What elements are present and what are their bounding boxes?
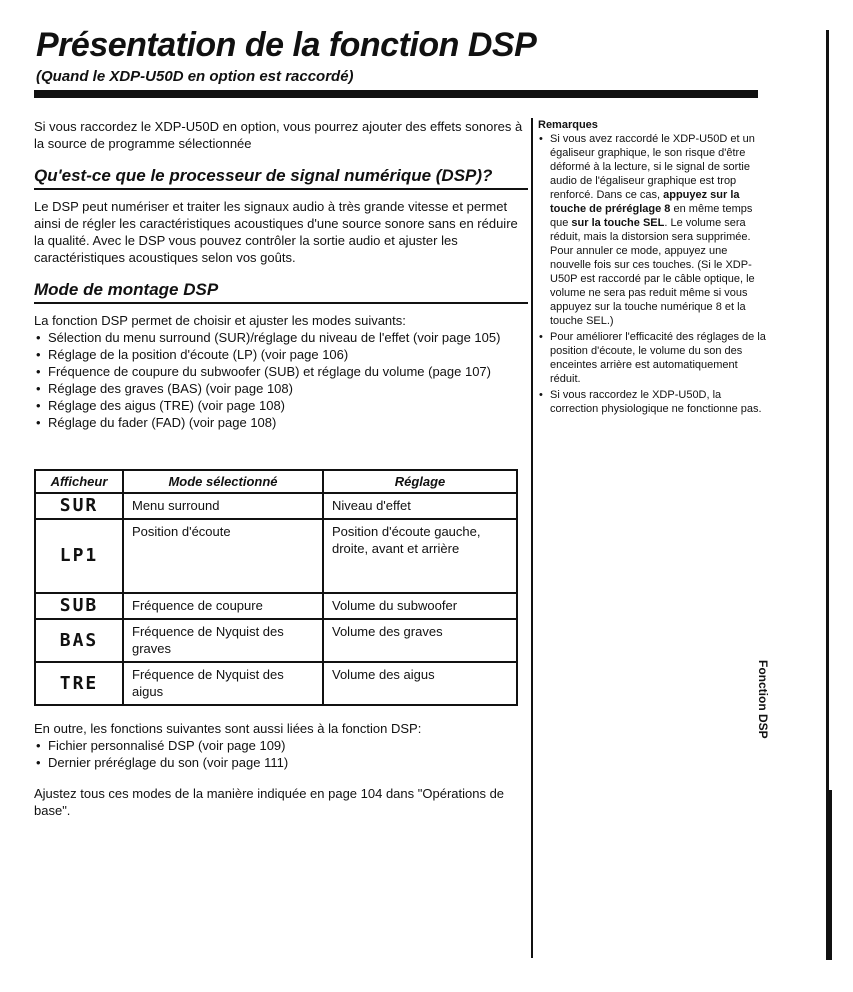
column-header-setting: Réglage [323, 470, 517, 493]
note-text: Si vous avez raccordé le XDP-U50D et un égaliseur graphique, le son risque d'être déformé à la lecture, si le signal de sortie audio de l'égaliseur graphique est trop renforcé. Dans ce cas, [550, 133, 755, 201]
title-divider [34, 90, 758, 98]
display-code: LP1 [35, 519, 123, 593]
mode-cell: Fréquence de Nyquist des graves [123, 619, 323, 662]
setting-cell: Volume des aigus [323, 662, 517, 705]
side-tab-label: Fonction DSP [756, 660, 770, 739]
note-item: • Pour améliorer l'efficacité des réglages de la position d'écoute, le volume du son des enceintes arrière est automatiquement réduit. [538, 330, 770, 386]
note-text: en même temps que [550, 203, 753, 229]
related-functions-list [34, 737, 528, 771]
section-heading-modes: Mode de montage DSP [34, 280, 528, 304]
section-side-tab [752, 660, 772, 770]
table-header-row [35, 470, 517, 493]
column-header-display: Afficheur [35, 470, 123, 493]
note-item: • Si vous raccordez le XDP-U50D, la correction physiologique ne fonctionne pas. [538, 388, 770, 416]
list-item: • Fréquence de coupure du subwoofer (SUB) et réglage du volume (page 107) [34, 363, 528, 380]
modes-table [34, 469, 518, 706]
section-body-dsp: Le DSP peut numériser et traiter les signaux audio à très grande vitesse et permet ainsi de régler les caractéristiques acoustiques d'une source sonore sans en réduire la qualité. Avec le DSP vous pouvez contrôler la sortie audio et ajuster les caractéristiques acoustiques selon vos goûts. [34, 199, 518, 265]
intro-paragraph: Si vous raccordez le XDP-U50D en option, vous pourrez ajouter des effets sonores à la source de programme sélectionnée [34, 119, 523, 151]
list-item: • Sélection du menu surround (SUR)/réglage du niveau de l'effet (voir page 105) [34, 329, 528, 346]
table-row [35, 619, 517, 662]
note-text: . Le volume sera réduit, mais la distorsion sera supprimée. Pour annuler ce mode, appuyez une nouvelle fois sur ces touches. (Si le XDP-U50P est raccordé par le câble optique, le volume ne sera pas reduit même si vous appuyez sur la touche numérique 8 et la touche SEL.) [550, 217, 755, 327]
display-code: SUB [35, 593, 123, 619]
table-row [35, 662, 517, 705]
page-title: Présentation de la fonction DSP [36, 26, 537, 64]
mode-cell: Position d'écoute [123, 519, 323, 593]
setting-cell: Volume des graves [323, 619, 517, 662]
list-item: • Réglage de la position d'écoute (LP) (voir page 106) [34, 346, 528, 363]
list-item: • Réglage du fader (FAD) (voir page 108) [34, 414, 528, 431]
note-emphasis: sur la touche SEL [571, 217, 665, 229]
mode-cell: Fréquence de Nyquist des aigus [123, 662, 323, 705]
notes-list [538, 132, 770, 416]
table-row [35, 493, 517, 519]
table-row [35, 593, 517, 619]
mode-cell: Fréquence de coupure [123, 593, 323, 619]
table-row [35, 519, 517, 593]
notes-divider [531, 118, 533, 958]
notes-column [538, 118, 770, 418]
page-edge-rule-thick [826, 790, 832, 960]
display-code: TRE [35, 662, 123, 705]
list-item: • Fichier personnalisé DSP (voir page 109) [34, 737, 528, 754]
setting-cell: Niveau d'effet [323, 493, 517, 519]
display-code: SUR [35, 493, 123, 519]
mode-cell: Menu surround [123, 493, 323, 519]
modes-lead: La fonction DSP permet de choisir et ajuster les modes suivants: [34, 313, 406, 328]
section-heading-dsp: Qu'est-ce que le processeur de signal numérique (DSP)? [34, 166, 528, 190]
notes-heading: Remarques [538, 119, 598, 131]
related-functions-lead: En outre, les fonctions suivantes sont aussi liées à la fonction DSP: [34, 721, 422, 736]
list-item: • Réglage des aigus (TRE) (voir page 108) [34, 397, 528, 414]
note-item [538, 132, 770, 328]
modes-list [34, 329, 528, 431]
closing-paragraph: Ajustez tous ces modes de la manière indiquée en page 104 dans "Opérations de base". [34, 786, 505, 818]
column-header-mode: Mode sélectionné [123, 470, 323, 493]
main-column [34, 118, 528, 829]
display-code: BAS [35, 619, 123, 662]
note-emphasis: appuyez sur la touche de préréglage 8 [550, 189, 740, 215]
setting-cell: Volume du subwoofer [323, 593, 517, 619]
page-subtitle: (Quand le XDP-U50D en option est raccordé) [36, 68, 354, 85]
list-item: • Dernier préréglage du son (voir page 111) [34, 754, 528, 771]
setting-cell: Position d'écoute gauche, droite, avant et arrière [323, 519, 517, 593]
list-item: • Réglage des graves (BAS) (voir page 108) [34, 380, 528, 397]
